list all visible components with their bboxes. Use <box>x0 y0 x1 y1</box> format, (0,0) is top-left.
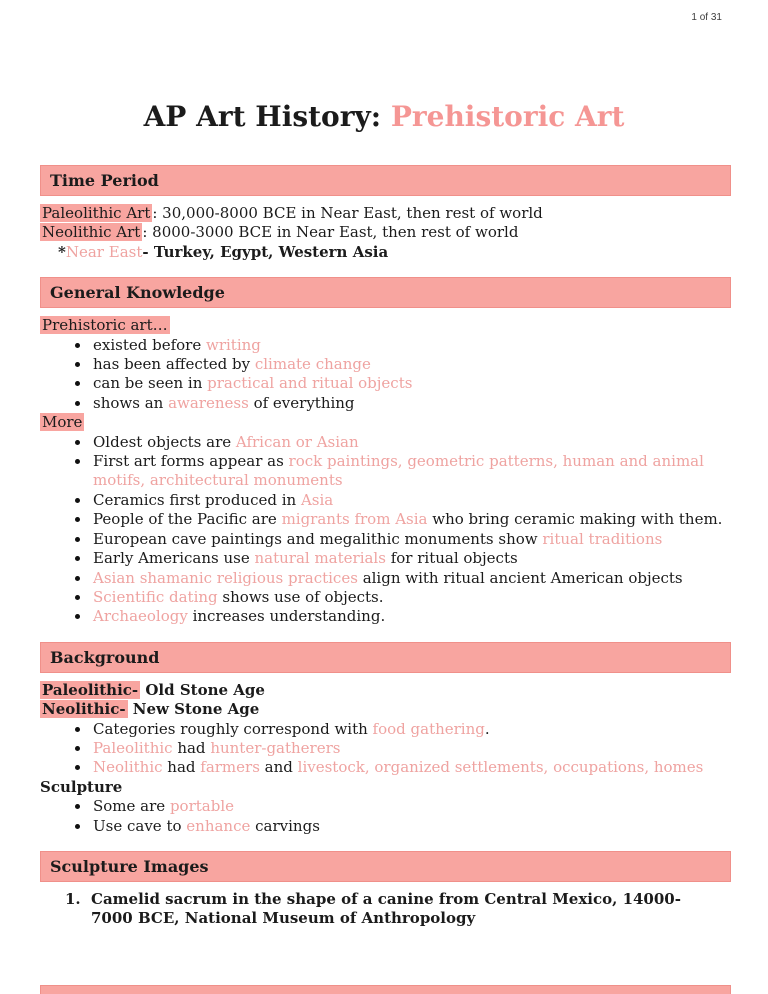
text-run: ritual traditions <box>542 529 663 548</box>
text-run: awareness <box>168 393 249 412</box>
text-line <box>40 243 731 262</box>
text-run: Sculpture <box>40 777 123 796</box>
bullet-text <box>93 739 731 758</box>
bullet-dot <box>75 381 80 386</box>
bullet-dot <box>75 727 80 732</box>
text-run: Scientific dating <box>93 587 218 606</box>
bullet-item <box>40 374 731 393</box>
text-run: Use cave to <box>93 816 187 835</box>
text-line <box>40 778 731 797</box>
text-run: Prehistoric art… <box>42 316 168 335</box>
text-run: farmers <box>200 758 260 777</box>
text-run: hunter-gatherers <box>210 738 341 757</box>
bullet-dot <box>75 614 80 619</box>
text-line <box>40 204 731 223</box>
bullet-item <box>40 739 731 758</box>
text-run: Paleolithic <box>93 738 173 757</box>
bullet-dot <box>75 440 80 445</box>
item-number: 1. <box>65 889 81 908</box>
text-run: can be seen in <box>93 374 208 393</box>
text-run: Some are <box>93 797 170 816</box>
text-line <box>40 700 731 719</box>
page-title-highlight: Prehistoric Art <box>390 100 625 133</box>
text-line <box>40 316 731 335</box>
text-run: Categories roughly correspond with <box>93 719 373 738</box>
text-line <box>40 223 731 242</box>
bullet-dot <box>75 343 80 348</box>
bullet-dot <box>75 595 80 600</box>
bullet-item <box>40 336 731 355</box>
bullet-dot <box>75 556 80 561</box>
text-run: Neolithic Art <box>42 223 141 242</box>
bullet-dot <box>75 498 80 503</box>
text-line <box>40 413 731 432</box>
text-run: livestock, organized settlements, occupations, homes <box>297 758 704 777</box>
text-run: rock paintings, geometric patterns, human and animal motifs, architectural monuments <box>93 452 704 490</box>
text-run: Paleolithic- <box>42 680 139 699</box>
page-title-prefix: AP Art History: <box>143 100 391 133</box>
bullet-item <box>40 433 731 452</box>
bullet-item <box>40 394 731 413</box>
text-run: migrants from Asia <box>281 510 428 529</box>
bullet-dot <box>75 401 80 406</box>
section-content-time-period <box>40 204 731 262</box>
bullet-text <box>93 510 731 529</box>
text-run: and <box>259 758 298 777</box>
text-run: who bring ceramic making with them. <box>427 510 723 529</box>
bullet-text <box>93 758 731 777</box>
text-run: align with ritual ancient American objects <box>357 568 683 587</box>
text-run: has been affected by <box>93 355 255 374</box>
text-run: European cave paintings and megalithic monuments show <box>93 529 543 548</box>
text-run: Near East <box>65 242 143 261</box>
section-header-label: Time Period <box>50 171 159 190</box>
bullet-text <box>93 530 731 549</box>
bullet-item <box>40 607 731 626</box>
text-run: Asia <box>300 490 334 509</box>
bullet-item <box>40 549 731 568</box>
text-run: Camelid sacrum in the shape of a canine from Central Mexico, 14000-7000 BCE, National Museum of Anthropology <box>91 889 681 928</box>
text-run: shows an <box>93 393 169 412</box>
bullet-text <box>93 607 731 626</box>
bullet-item <box>40 720 731 739</box>
text-run: New Stone Age <box>127 700 260 719</box>
text-run: People of the Pacific are <box>93 510 282 529</box>
bullet-item <box>40 530 731 549</box>
text-run: existed before <box>93 335 206 354</box>
bullet-text <box>93 549 731 568</box>
bullet-dot <box>75 537 80 542</box>
section-content-sculpture-images <box>40 890 731 929</box>
section-content-general-knowledge <box>40 316 731 627</box>
bullet-text <box>93 452 731 491</box>
bullet-dot <box>75 746 80 751</box>
section-content-background <box>40 681 731 836</box>
numbered-item <box>40 890 731 929</box>
text-run: First art forms appear as <box>93 452 289 471</box>
partial-next-section-bar <box>40 985 731 994</box>
bullet-dot <box>75 765 80 770</box>
bullet-text <box>93 491 731 510</box>
bullet-text <box>93 797 731 816</box>
text-run: climate change <box>254 355 371 374</box>
text-run: Oldest objects are <box>93 432 236 451</box>
text-run: * <box>58 242 66 261</box>
section-background <box>40 642 731 836</box>
section-header-background <box>40 642 731 673</box>
text-run: portable <box>169 797 234 816</box>
text-run: Neolithic- <box>42 700 126 719</box>
bullet-dot <box>75 576 80 581</box>
text-run: writing <box>205 335 261 354</box>
text-run: - Turkey, Egypt, Western Asia <box>142 242 389 261</box>
text-run: increases understanding. <box>187 607 386 626</box>
bullet-item <box>40 817 731 836</box>
text-run: Neolithic <box>93 758 163 777</box>
bullet-text <box>93 355 731 374</box>
bullet-dot <box>75 804 80 809</box>
text-run: Old Stone Age <box>140 680 265 699</box>
bullet-item <box>40 758 731 777</box>
page-title <box>0 0 768 133</box>
text-run: carvings <box>250 816 320 835</box>
bullet-item <box>40 797 731 816</box>
bullet-dot <box>75 459 80 464</box>
bullet-text <box>93 720 731 739</box>
bullet-text <box>93 817 731 836</box>
text-run: natural materials <box>254 549 386 568</box>
bullet-text <box>93 374 731 393</box>
text-run: of everything <box>248 393 355 412</box>
section-header-label: Background <box>50 647 160 667</box>
section-header-general-knowledge <box>40 277 731 308</box>
section-header-sculpture-images <box>40 851 731 882</box>
page-number: 1 of 31 <box>691 12 722 23</box>
section-header-label: Sculpture Images <box>50 856 209 876</box>
text-run: African or Asian <box>235 432 359 451</box>
bullet-item <box>40 355 731 374</box>
bullet-item <box>40 569 731 588</box>
text-run: : 8000-3000 BCE in Near East, then rest of world <box>142 223 519 242</box>
text-line <box>40 681 731 700</box>
bullet-item <box>40 588 731 607</box>
section-header-time-period <box>40 165 731 196</box>
bullet-item <box>40 452 731 491</box>
text-run: food gathering <box>372 719 485 738</box>
bullet-dot <box>75 824 80 829</box>
section-time-period <box>40 165 731 262</box>
bullet-dot <box>75 362 80 367</box>
bullet-text <box>93 588 731 607</box>
bullet-text <box>93 569 731 588</box>
text-run: for ritual objects <box>385 549 518 568</box>
text-run: Paleolithic Art <box>42 204 151 222</box>
text-run: shows use of objects. <box>217 587 384 606</box>
text-run: had <box>172 738 211 757</box>
text-run: enhance <box>186 816 251 835</box>
text-run: had <box>162 758 201 777</box>
bullet-item <box>40 491 731 510</box>
bullet-item <box>40 510 731 529</box>
bullet-text <box>93 433 731 452</box>
bullet-dot <box>75 517 80 522</box>
numbered-item-text <box>91 890 703 929</box>
text-run: Asian shamanic religious practices <box>93 568 358 587</box>
text-run: : 30,000-8000 BCE in Near East, then rest of world <box>152 204 543 222</box>
document-body <box>0 165 768 929</box>
text-run: . <box>484 719 490 738</box>
section-general-knowledge <box>40 277 731 627</box>
text-run: More <box>42 413 83 432</box>
text-run: practical and ritual objects <box>207 374 413 393</box>
section-header-label: General Knowledge <box>50 283 225 303</box>
text-run: Early Americans use <box>93 549 255 568</box>
bullet-text <box>93 336 731 355</box>
text-run: Ceramics first produced in <box>93 490 301 509</box>
bullet-text <box>93 394 731 413</box>
text-run: Archaeology <box>93 607 188 626</box>
section-sculpture-images <box>40 851 731 929</box>
